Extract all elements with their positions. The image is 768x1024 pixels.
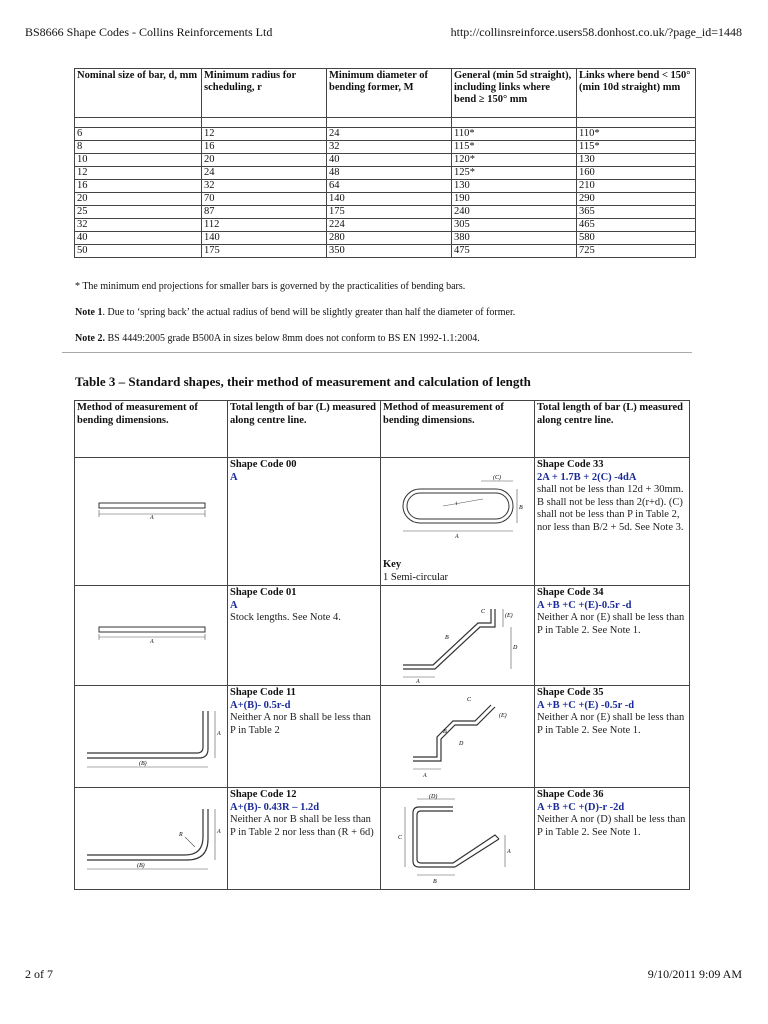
- shape-12-desc: Neither A nor B shall be less than P in Table 2 nor less than (R + 6d): [230, 814, 374, 838]
- table-spacer-row: [75, 118, 696, 128]
- shape-34-diagram: [383, 587, 533, 683]
- note-1-text: . Due to ‘spring back’ the actual radius of bend will be slightly greater than half the diameter of former.: [102, 307, 516, 318]
- table-cell: 210: [577, 180, 696, 193]
- table-cell: 190: [452, 193, 577, 206]
- table-cell: 8: [75, 141, 202, 154]
- table-cell: 32: [327, 141, 452, 154]
- table-cell: 115*: [452, 141, 577, 154]
- shape-row-00-33: [75, 458, 690, 586]
- shape-00-code: Shape Code 00: [230, 459, 297, 470]
- shape-35-label-e: (E): [499, 713, 507, 719]
- shape-33-label-b: B: [519, 505, 523, 511]
- col-header-method-2: Method of measurement of bending dimensions.: [381, 401, 535, 458]
- shape-35-label-b: B: [443, 729, 447, 735]
- table-cell: 130: [452, 180, 577, 193]
- shape-35-diagram: [383, 687, 533, 785]
- table-row: [75, 128, 696, 141]
- shape-00-cell: [228, 458, 381, 586]
- asterisk-note: * The minimum end projections for smaller bars is governed by the practicalities of bending bars.: [75, 281, 466, 292]
- shape-36-cell: [535, 788, 690, 890]
- shape-34-code: Shape Code 34: [537, 587, 604, 598]
- shape-00-diagram: [77, 459, 225, 583]
- diagram-cell-00: [75, 458, 228, 586]
- shape-34-cell: [535, 586, 690, 686]
- shape-35-cell: [535, 686, 690, 788]
- shape-33-label-c: (C): [493, 475, 501, 481]
- shape-34-label-e: (E): [505, 613, 513, 619]
- table-cell: 40: [75, 232, 202, 245]
- table-cell: 32: [202, 180, 327, 193]
- shape-34-label-a: A: [416, 679, 420, 683]
- shape-11-formula: A+(B)- 0.5r-d: [230, 699, 291, 711]
- shape-11-label-b: (B): [139, 761, 147, 767]
- table-cell: 280: [327, 232, 452, 245]
- table-cell: 140: [202, 232, 327, 245]
- bar-size-table: [74, 68, 696, 258]
- diagram-cell-34: [381, 586, 535, 686]
- shape-table-header-row: [75, 401, 690, 458]
- shape-11-code: Shape Code 11: [230, 687, 296, 698]
- shape-12-label-a: A: [217, 829, 221, 835]
- table-cell: 224: [327, 219, 452, 232]
- table-cell: 120*: [452, 154, 577, 167]
- table-cell: 50: [75, 245, 202, 258]
- table-row: [75, 180, 696, 193]
- diagram-cell-36: [381, 788, 535, 890]
- table-cell: 24: [202, 167, 327, 180]
- shape-33-code: Shape Code 33: [537, 459, 604, 470]
- table-row: [75, 193, 696, 206]
- table-cell: 175: [327, 206, 452, 219]
- table-cell: 115*: [577, 141, 696, 154]
- shape-12-cell: [228, 788, 381, 890]
- shape-00-label-a: A: [150, 515, 154, 521]
- shape-33-desc: shall not be less than 12d + 30mm. B shall not be less than 2(r+d). (C) shall not be less than P in Table 2, nor less than B/2 + 5d. See Note 3.: [537, 484, 684, 533]
- shape-35-label-d: D: [459, 741, 464, 747]
- shape-01-code: Shape Code 01: [230, 587, 297, 598]
- shape-34-formula: A +B +C +(E)-0.5r -d: [537, 599, 632, 611]
- shape-36-diagram: [383, 789, 533, 887]
- shape-row-01-34: [75, 586, 690, 686]
- shape-33-label-a: A: [455, 534, 459, 540]
- table-cell: 475: [452, 245, 577, 258]
- note-2-text: BS 4449:2005 grade B500A in sizes below 8mm does not conform to BS EN 1992-1.1:2004.: [105, 333, 480, 344]
- table-cell: 290: [577, 193, 696, 206]
- col-header-method-1: Method of measurement of bending dimensions.: [75, 401, 228, 458]
- table-cell: 240: [452, 206, 577, 219]
- table-cell: 6: [75, 128, 202, 141]
- shape-33-formula: 2A + 1.7B + 2(C) -4dA: [537, 471, 637, 483]
- table-cell: 380: [452, 232, 577, 245]
- note-1: [75, 307, 695, 319]
- shape-34-label-c: C: [481, 609, 486, 615]
- shape-33-diagram: [383, 459, 533, 555]
- shape-34-desc: Neither A nor (E) shall be less than P in Table 2. See Note 1.: [537, 612, 685, 636]
- diagram-cell-12: [75, 788, 228, 890]
- table-header-row: [75, 69, 696, 118]
- print-datetime: 9/10/2011 9:09 AM: [647, 967, 742, 981]
- shape-36-label-d: (D): [429, 794, 438, 800]
- page-url: http://collinsreinforce.users58.donhost.co.uk/?page_id=1448: [450, 25, 742, 39]
- shape-36-formula: A +B +C +(D)-r -2d: [537, 801, 625, 813]
- shape-01-formula: A: [230, 599, 238, 611]
- table-cell: 112: [202, 219, 327, 232]
- table-row: [75, 232, 696, 245]
- shape-35-label-a: A: [423, 773, 427, 779]
- table-cell: 24: [327, 128, 452, 141]
- shape-row-12-36: [75, 788, 690, 890]
- table-cell: 20: [75, 193, 202, 206]
- shape-01-desc: Stock lengths. See Note 4.: [230, 612, 341, 623]
- shape-12-label-b: (B): [137, 863, 145, 869]
- table-cell: 160: [577, 167, 696, 180]
- diagram-cell-35: [381, 686, 535, 788]
- table-cell: 125*: [452, 167, 577, 180]
- shape-12-diagram: [77, 789, 225, 887]
- shape-12-label-r: R: [179, 832, 183, 838]
- bar-size-table-body: [75, 118, 696, 258]
- table-cell: 365: [577, 206, 696, 219]
- shape-row-11-35: [75, 686, 690, 788]
- shape-36-code: Shape Code 36: [537, 789, 604, 800]
- table-row: [75, 219, 696, 232]
- table-cell: 110*: [452, 128, 577, 141]
- table-row: [75, 154, 696, 167]
- table-row: [75, 167, 696, 180]
- col-header-nominal-size: Nominal size of bar, d, mm: [75, 69, 202, 118]
- table-cell: 350: [327, 245, 452, 258]
- note-2-label: Note 2.: [75, 333, 105, 344]
- shape-12-code: Shape Code 12: [230, 789, 297, 800]
- shape-34-label-d: D: [513, 645, 518, 651]
- diagram-cell-01: [75, 586, 228, 686]
- shape-35-label-c: C: [467, 697, 472, 703]
- shape-33-label-1: 1: [455, 502, 458, 507]
- note-1-label: Note 1: [75, 307, 103, 318]
- key-title: Key: [383, 559, 402, 570]
- shape-33-key: [383, 559, 532, 584]
- table-row: [75, 206, 696, 219]
- shape-33-cell: [535, 458, 690, 586]
- table-cell: 130: [577, 154, 696, 167]
- shape-36-label-a: A: [507, 849, 511, 855]
- shape-35-code: Shape Code 35: [537, 687, 604, 698]
- col-header-length-2: Total length of bar (L) measured along centre line.: [535, 401, 690, 458]
- table-row: [75, 245, 696, 258]
- col-header-min-radius: Minimum radius for scheduling, r: [202, 69, 327, 118]
- section-divider: [62, 352, 692, 353]
- table-cell: 16: [75, 180, 202, 193]
- table-cell: 305: [452, 219, 577, 232]
- table-cell: 140: [327, 193, 452, 206]
- shape-11-label-a: A: [217, 731, 221, 737]
- shape-36-desc: Neither A nor (D) shall be less than P in Table 2. See Note 1.: [537, 814, 686, 838]
- table-cell: 175: [202, 245, 327, 258]
- shape-36-label-c: C: [398, 835, 403, 841]
- table-row: [75, 141, 696, 154]
- table-cell: 25: [75, 206, 202, 219]
- table-cell: 64: [327, 180, 452, 193]
- table-cell: 48: [327, 167, 452, 180]
- table-cell: 10: [75, 154, 202, 167]
- table-3-title: Table 3 – Standard shapes, their method of measurement and calculation of length: [75, 374, 531, 389]
- table-cell: 70: [202, 193, 327, 206]
- table-cell: 40: [327, 154, 452, 167]
- table-cell: 12: [75, 167, 202, 180]
- shape-35-desc: Neither A nor (E) shall be less than P in Table 2. See Note 1.: [537, 712, 685, 736]
- col-header-length-1: Total length of bar (L) measured along centre line.: [228, 401, 381, 458]
- shape-01-cell: [228, 586, 381, 686]
- shape-35-formula: A +B +C +(E) -0.5r -d: [537, 699, 635, 711]
- col-header-links: Links where bend < 150° (min 10d straight) mm: [577, 69, 696, 118]
- diagram-cell-11: [75, 686, 228, 788]
- note-2: [75, 333, 695, 345]
- shape-00-formula: A: [230, 471, 238, 483]
- table-cell: 725: [577, 245, 696, 258]
- shape-11-desc: Neither A nor B shall be less than P in Table 2: [230, 712, 371, 736]
- shape-01-label-a: A: [150, 639, 154, 645]
- shape-01-diagram: [77, 587, 225, 683]
- table-cell: 110*: [577, 128, 696, 141]
- diagram-cell-33: [381, 458, 535, 586]
- col-header-min-diameter: Minimum diameter of bending former, M: [327, 69, 452, 118]
- key-item: 1 Semi-circular: [383, 571, 449, 583]
- table-cell: 20: [202, 154, 327, 167]
- document-title: BS8666 Shape Codes - Collins Reinforcements Ltd: [25, 25, 273, 39]
- shape-34-label-b: B: [445, 635, 449, 641]
- page-number: 2 of 7: [25, 967, 53, 981]
- shape-codes-table: [74, 400, 690, 890]
- table-cell: 16: [202, 141, 327, 154]
- shape-12-formula: A+(B)- 0.43R – 1.2d: [230, 801, 320, 813]
- table-cell: 87: [202, 206, 327, 219]
- table-cell: 12: [202, 128, 327, 141]
- col-header-general: General (min 5d straight), including links where bend ≥ 150° mm: [452, 69, 577, 118]
- shape-36-label-b: B: [433, 879, 437, 885]
- table-cell: 32: [75, 219, 202, 232]
- shape-11-cell: [228, 686, 381, 788]
- shape-11-diagram: [77, 687, 225, 785]
- table-cell: 465: [577, 219, 696, 232]
- table-cell: 580: [577, 232, 696, 245]
